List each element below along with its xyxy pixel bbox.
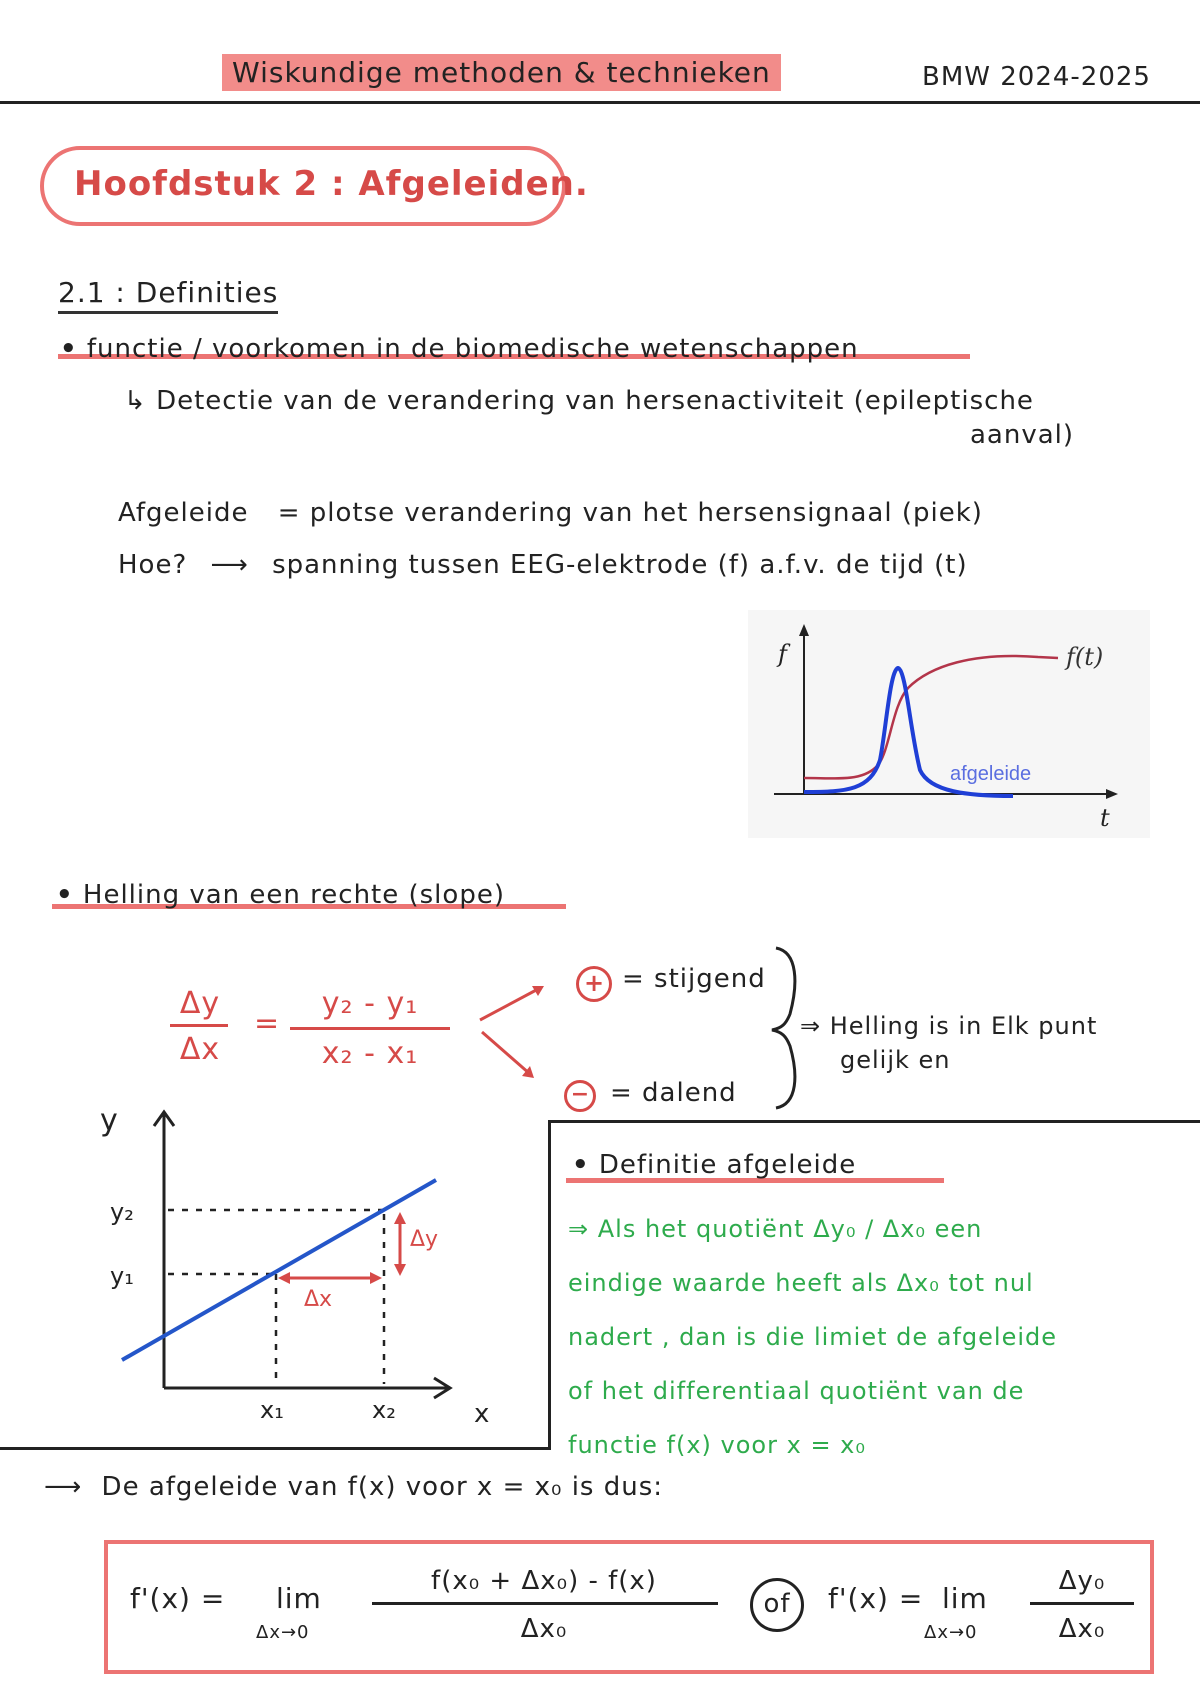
helling-conclusion-2: gelijk en — [840, 1046, 951, 1074]
down-arrow — [482, 1032, 530, 1074]
delta-x: Δx — [179, 1032, 221, 1067]
academic-year: BMW 2024-2025 — [922, 62, 1151, 92]
detectie-line: ↳ Detectie van de verandering van hersenactiviteit (epileptische — [124, 386, 1034, 416]
definition-line-5: functie f(x) voor x = x₀ — [568, 1431, 867, 1459]
stijgend-text: = stijgend — [622, 964, 766, 994]
slope-sign-arrows — [472, 978, 552, 1088]
lhs-fraction-bar — [170, 1024, 228, 1027]
course-title: Wiskundige methoden & technieken — [222, 56, 781, 89]
straight-line — [122, 1180, 439, 1360]
minus-circle-icon: − — [564, 1080, 596, 1112]
hoe-line: Hoe? ⟶ spanning tussen EEG-elektrode (f) a.f.v. de tijd (t) — [118, 550, 968, 580]
definition-top-rule — [548, 1120, 1200, 1123]
eeg-signal-graph — [748, 610, 1150, 838]
equals-sign: = — [254, 1006, 281, 1041]
dx-label: Δx — [304, 1287, 333, 1312]
definition-left-rule — [548, 1120, 551, 1450]
definition-line-3: nadert , dan is die limiet de afgeleide — [568, 1323, 1058, 1351]
definition-line-2: eindige waarde heeft als Δx₀ tot nul — [568, 1269, 1034, 1297]
conclusion-line: ⟶ De afgeleide van f(x) voor x = x₀ is dus: — [44, 1472, 664, 1502]
f-t-label: f(t) — [1066, 643, 1104, 671]
numerator-2: Δy₀ — [1058, 1566, 1106, 1596]
derivative-label: afgeleide — [950, 763, 1032, 785]
right-arrow-icon: ⟶ — [210, 550, 249, 580]
header-divider — [0, 101, 1200, 104]
denominator-1: Δx₀ — [520, 1614, 568, 1644]
fraction-bar-1 — [372, 1602, 718, 1605]
detectie-line-2: aanval) — [970, 420, 1075, 450]
plus-circle-icon: + — [576, 966, 612, 1002]
y1-label: y₁ — [110, 1262, 134, 1290]
f-axis-label: f — [778, 640, 787, 668]
definition-line-4: of het differentiaal quotiënt van de — [568, 1377, 1025, 1405]
definition-body — [568, 1202, 1188, 1472]
formula-lhs-1: f'(x) = — [130, 1582, 226, 1615]
long-arrow-icon: ⟶ — [44, 1472, 83, 1502]
definition-title: • Definitie afgeleide — [572, 1150, 857, 1180]
section-title: 2.1 : Definities — [58, 276, 278, 309]
up-arrow — [480, 988, 540, 1020]
lim-sub-1: Δx→0 — [256, 1622, 310, 1643]
slope-line-graph — [96, 1096, 516, 1426]
t-axis-label: t — [1100, 804, 1110, 832]
graph-bottom-rule — [0, 1447, 551, 1450]
afgeleide-definition: Afgeleide = plotse verandering van het hersensignaal (piek) — [118, 498, 983, 528]
x-axis-label: x — [474, 1399, 490, 1426]
dalend-text: = dalend — [610, 1078, 737, 1108]
x-difference: x₂ - x₁ — [321, 1036, 419, 1071]
bullet-slope: • Helling van een rechte (slope) — [56, 880, 505, 910]
fraction-bar-2 — [1030, 1602, 1134, 1605]
lim-1: lim — [276, 1582, 322, 1615]
x2-label: x₂ — [372, 1396, 396, 1424]
rhs-fraction-bar — [290, 1027, 450, 1030]
x1-label: x₁ — [260, 1396, 284, 1424]
formula-box — [104, 1540, 1154, 1674]
definition-line-1: ⇒ Als het quotiënt Δy₀ / Δx₀ een — [568, 1215, 983, 1243]
dy-label: Δy — [410, 1227, 439, 1252]
lim-2: lim — [942, 1582, 988, 1615]
chapter-title: Hoofdstuk 2 : Afgeleiden. — [74, 164, 589, 204]
denominator-2: Δx₀ — [1058, 1614, 1106, 1644]
helling-conclusion-1: ⇒ Helling is in Elk punt — [800, 1012, 1098, 1040]
delta-y: Δy — [179, 986, 221, 1021]
lim-sub-2: Δx→0 — [924, 1622, 978, 1643]
hook-arrow-icon: ↳ — [124, 386, 147, 416]
y-difference: y₂ - y₁ — [321, 986, 419, 1021]
numerator-1: f(x₀ + Δx₀) - f(x) — [431, 1566, 657, 1596]
formula-lhs-2: f'(x) = — [828, 1582, 924, 1615]
bullet-functie: • functie / voorkomen in de biomedische wetenschappen — [60, 334, 859, 364]
y2-label: y₂ — [110, 1198, 134, 1226]
of-circle: of — [750, 1578, 804, 1632]
y-axis-label: y — [100, 1103, 118, 1138]
